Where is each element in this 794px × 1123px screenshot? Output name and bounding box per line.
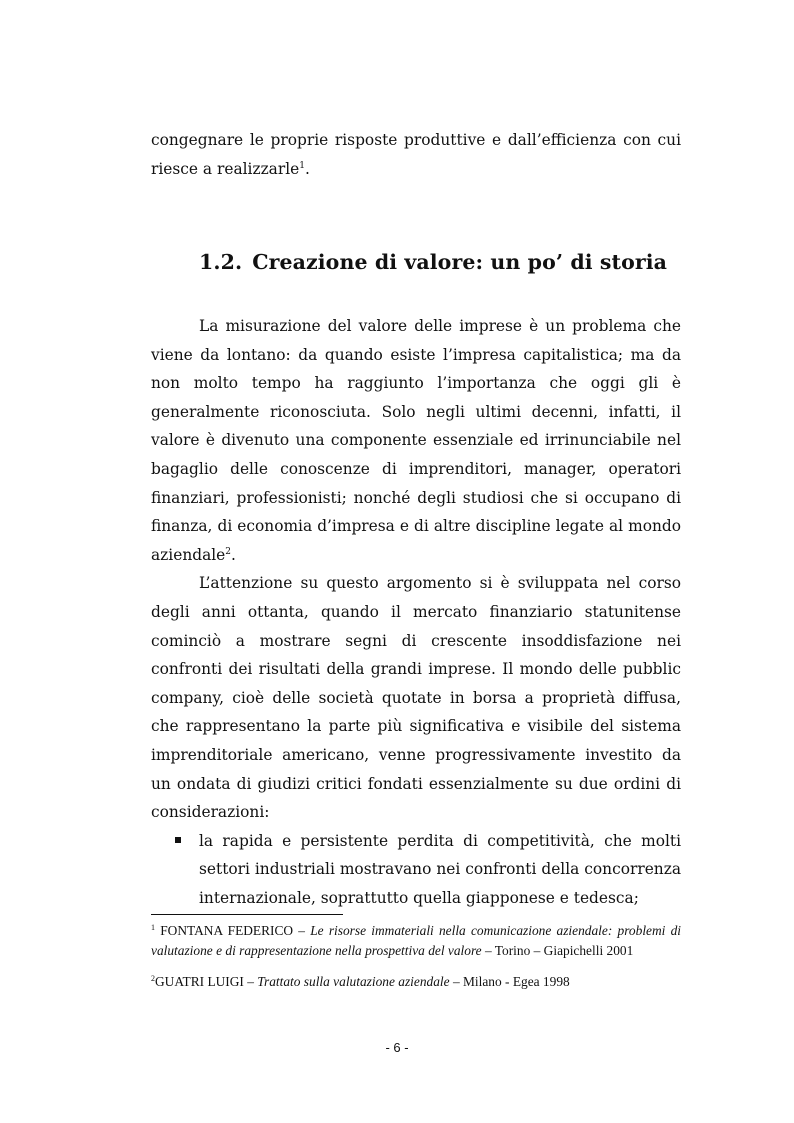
list-item: [151, 827, 681, 913]
footnote-1-author: FONTANA FEDERICO –: [160, 923, 311, 938]
footnote-2: [151, 972, 681, 992]
footnote-2-title: Trattato sulla valutazione aziendale: [257, 974, 450, 989]
footnote-1-mark: 1: [151, 923, 155, 932]
square-bullet-icon: [175, 837, 181, 843]
footnotes: [151, 921, 681, 992]
footnote-ref-2[interactable]: 2: [225, 546, 232, 557]
list-item-text: la rapida e persistente perdita di competitività, che molti settori industriali mostravano nei confronti della concorrenza internazionale, soprattutto quella giapponese e tedesca;: [199, 831, 681, 907]
footnote-ref-1[interactable]: 1: [299, 160, 305, 171]
intro-end: .: [304, 159, 310, 178]
footnote-1-title: Le risorse immateriali nella comunicazione aziendale: problemi di valutazione e di rappresentazione nella prospettiva del valore: [151, 923, 682, 958]
section-number: 1.2.: [199, 250, 243, 274]
section-heading: [199, 250, 667, 274]
footnote-1: [151, 921, 681, 961]
page-body: [151, 126, 681, 907]
intro-paragraph: [151, 126, 681, 183]
paragraph-1-text: La misurazione del valore delle imprese è un problema che viene da lontano: da quando esiste l’impresa capitalistica; ma da non molto tempo ha raggiunto l’importanza che oggi gli è generalmente riconosciuta. Solo negli ultimi decenni, infatti, il valore è divenuto una componente essenziale ed irrinunciabile nel bagaglio delle conoscenze di imprenditori, manager, operatori finanziari, professionisti; nonché degli studiosi che si occupano di finanza, di economia d’impresa e di altre discipline legate al mondo aziendale: [151, 317, 681, 564]
paragraph-2: L’attenzione su questo argomento si è sviluppata nel corso degli anni ottanta, quando il mercato finanziario statunitense cominciò a mostrare segni di crescente insoddisfazione nei confronti dei risultati della grandi imprese. Il mondo delle pubblic company, cioè delle società quotate in borsa a proprietà diffusa, che rappresentano la parte più significativa e visibile del sistema imprenditoriale americano, venne progressivamente investito da un ondata di giudizi critici fondati essenzialmente su due ordini di considerazioni:: [151, 574, 681, 822]
footnote-2-publisher: – Milano - Egea 1998: [449, 974, 570, 989]
intro-text: congegnare le proprie risposte produttive e dall’efficienza con cui riesce a realizzarle: [151, 131, 681, 178]
footnote-divider: [151, 914, 343, 915]
section-body: [151, 312, 681, 912]
page-number: - 6 -: [385, 1040, 409, 1055]
footnote-1-publisher: – Torino – Giapichelli 2001: [481, 943, 634, 958]
paragraph-1: [151, 312, 681, 569]
footnote-2-author: GUATRI LUIGI –: [155, 974, 258, 989]
section-title: Creazione di valore: un po’ di storia: [252, 250, 668, 274]
paragraph-1-end: .: [231, 545, 236, 564]
footnote-2-mark: 2: [151, 974, 155, 983]
